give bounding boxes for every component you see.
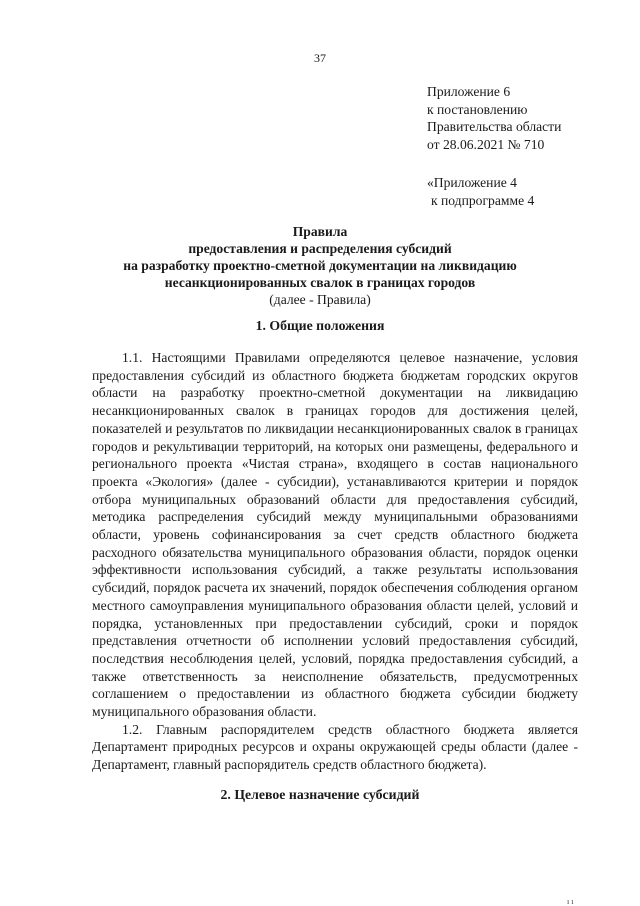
- appendix-line: от 28.06.2021 № 710: [427, 136, 545, 152]
- paragraph-1-1: 1.1. Настоящими Правилами определяются целевое назначение, условия предоставления субсидий из областного бюджета бюджетам городских округов области на разработку проектно-сметной документации на ликвидацию несанкционированных свалок в границах городов для достижения целей, показателей и результатов по ликвидации несанкционированных свалок в границах городов и рекультивации территорий, на которых они размещены, федерального и регионального проекта «Чистая страна», входящего в состав национального проекта «Экология» (далее - субсидии), устанавливаются критерии и порядок отбора муниципальных образований области для предоставления субсидий, методика распределения субсидий между муниципальными образованиями области, уровень софинансирования за счет средств областного бюджета расходного обязательства муниципального образования области, порядок оценки эффективности использования субсидий, а также результаты использования субсидий, порядок расчета их значений, порядок обеспечения соблюдения органом местного самоуправления муниципального образования области целей, условий и порядка, установленных при предоставлении субсидий, сроки и порядок представления отчетности об исполнении условий предоставления субсидий, последствия несоблюдения целей, условий, порядка предоставления субсидий, а также ответственность за неисполнение обязательств, предусмотренных соглашением о предоставлении из областного бюджета субсидии бюджету муниципального образования области.: [92, 350, 578, 720]
- paragraph-1-2: 1.2. Главным распорядителем средств областного бюджета является Департамент природных ресурсов и охраны окружающей среды области (далее - Департамент, главный распорядитель средств областного бюджета).: [92, 721, 578, 773]
- corner-mark: ı ı: [567, 897, 574, 906]
- appendix-line: к постановлению: [427, 101, 528, 117]
- section-heading-general: 1. Общие положения: [255, 318, 385, 333]
- sub-appendix-line: к подпрограмме 4: [431, 192, 535, 208]
- appendix-header: [427, 83, 561, 153]
- sub-appendix-line: «Приложение 4: [427, 175, 517, 190]
- page-number: 37: [314, 51, 326, 65]
- appendix-line: Правительства области: [427, 119, 562, 134]
- appendix-line: Приложение 6: [427, 84, 511, 99]
- document-title: [0, 223, 640, 308]
- title-line: предоставления и распределения субсидий: [188, 241, 452, 256]
- title-line: на разработку проектно-сметной документации на ликвидацию: [123, 258, 517, 273]
- title-line: несанкционированных свалок в границах городов: [164, 275, 476, 290]
- title-line: Правила: [292, 224, 348, 239]
- title-note: (далее - Правила): [269, 292, 371, 307]
- sub-appendix-header: [427, 174, 534, 209]
- section-heading-purpose: 2. Целевое назначение субсидий: [220, 787, 420, 802]
- section-body-general: [92, 349, 578, 774]
